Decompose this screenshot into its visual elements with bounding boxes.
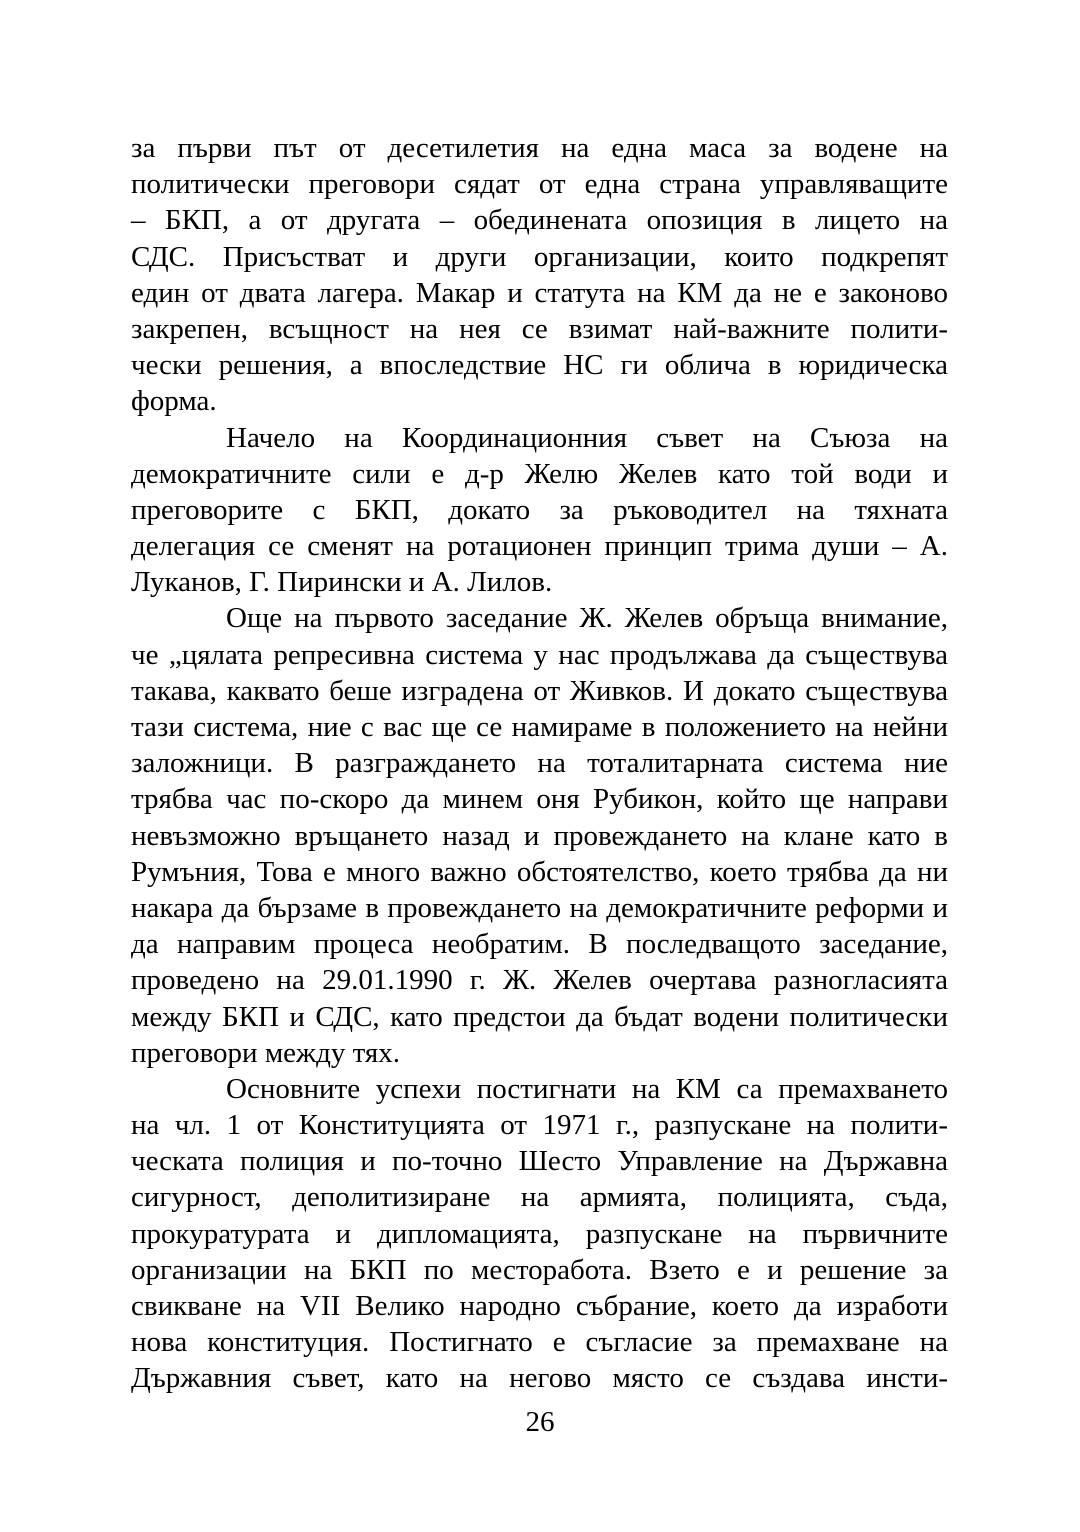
text-line: между БКП и СДС, като предстои да бъдат водени политически	[131, 1000, 948, 1033]
body-text	[131, 130, 948, 1397]
text-line: нова конституция. Постигнато е съгласие за премахване на	[131, 1326, 948, 1359]
text-line: преговори между тях.	[131, 1036, 400, 1069]
text-line: на чл. 1 от Конституцията от 1971 г., разпускане на полити-	[131, 1109, 948, 1142]
text-line: – БКП, а от другата – обединената опозиция в лицето на	[131, 204, 948, 237]
text-line: Румъния, Това е много важно обстоятелство, което трябва да ни	[131, 855, 948, 888]
text-line: делегация се сменят на ротационен принцип трима души – А.	[131, 530, 948, 563]
text-line: Още на първото заседание Ж. Желев обръща внимание,	[226, 602, 948, 635]
paragraph	[131, 130, 948, 420]
text-line: политически преговори сядат от една страна управляващите	[131, 168, 948, 201]
text-line: СДС. Присъстват и други организации, които подкрепят	[131, 240, 948, 273]
text-line: сигурност, деполитизиране на армията, полицията, съда,	[131, 1181, 948, 1214]
page-number: 26	[525, 1406, 555, 1438]
text-line: свикване на VII Велико народно събрание, което да изработи	[131, 1290, 948, 1322]
text-line: накара да бързаме в провеждането на демократичните реформи и	[131, 891, 948, 924]
text-line: организации на БКП по месторабота. Взето е и решение за	[131, 1253, 948, 1286]
text-line: преговорите с БКП, докато за ръководител на тяхната	[131, 493, 948, 526]
text-line: трябва час по-скоро да минем оня Рубикон, който ще направи	[131, 783, 948, 816]
text-line: Държавния съвет, като на негово място се създава инсти-	[131, 1362, 948, 1395]
text-line: закрепен, всъщност на нея се взимат най-важните полити-	[131, 312, 948, 345]
text-line: демократичните сили е д-р Желю Желев като той води и	[131, 457, 948, 490]
text-line: проведено на 29.01.1990 г. Ж. Желев очертава разногласията	[131, 964, 948, 997]
text-line: Основните успехи постигнати на КМ са премахването	[226, 1072, 948, 1105]
text-line: ческата полиция и по-точно Шесто Управление на Държавна	[131, 1145, 948, 1178]
text-line: тази система, ние с вас ще се намираме в положението на нейни	[131, 711, 948, 743]
text-line: един от двата лагера. Макар и статута на КМ да не е законово	[131, 276, 948, 309]
text-line: че „цялата репресивна система у нас продължава да съществува	[131, 638, 948, 671]
text-line: Луканов, Г. Пирински и А. Лилов.	[131, 566, 553, 599]
text-line: чески решения, а впоследствие НС ги облича в юридическа	[131, 349, 948, 382]
paragraph	[131, 1071, 948, 1397]
text-line: форма.	[131, 385, 217, 418]
text-line: такава, каквато беше изградена от Живков. И докато съществува	[131, 674, 948, 707]
text-line: заложници. В разграждането на тоталитарната система ние	[131, 747, 948, 780]
text-line: прокуратурата и дипломацията, разпускане на първичните	[131, 1217, 948, 1250]
text-line: Начело на Координационния съвет на Съюза на	[226, 421, 948, 454]
paragraph	[131, 420, 948, 601]
text-line: невъзможно връщането назад и провеждането на клане като в	[131, 819, 948, 852]
paragraph	[131, 600, 948, 1070]
text-line: за първи път от десетилетия на една маса за водене на	[131, 132, 948, 164]
text-line: да направим процеса необратим. В последващото заседание,	[131, 928, 948, 961]
